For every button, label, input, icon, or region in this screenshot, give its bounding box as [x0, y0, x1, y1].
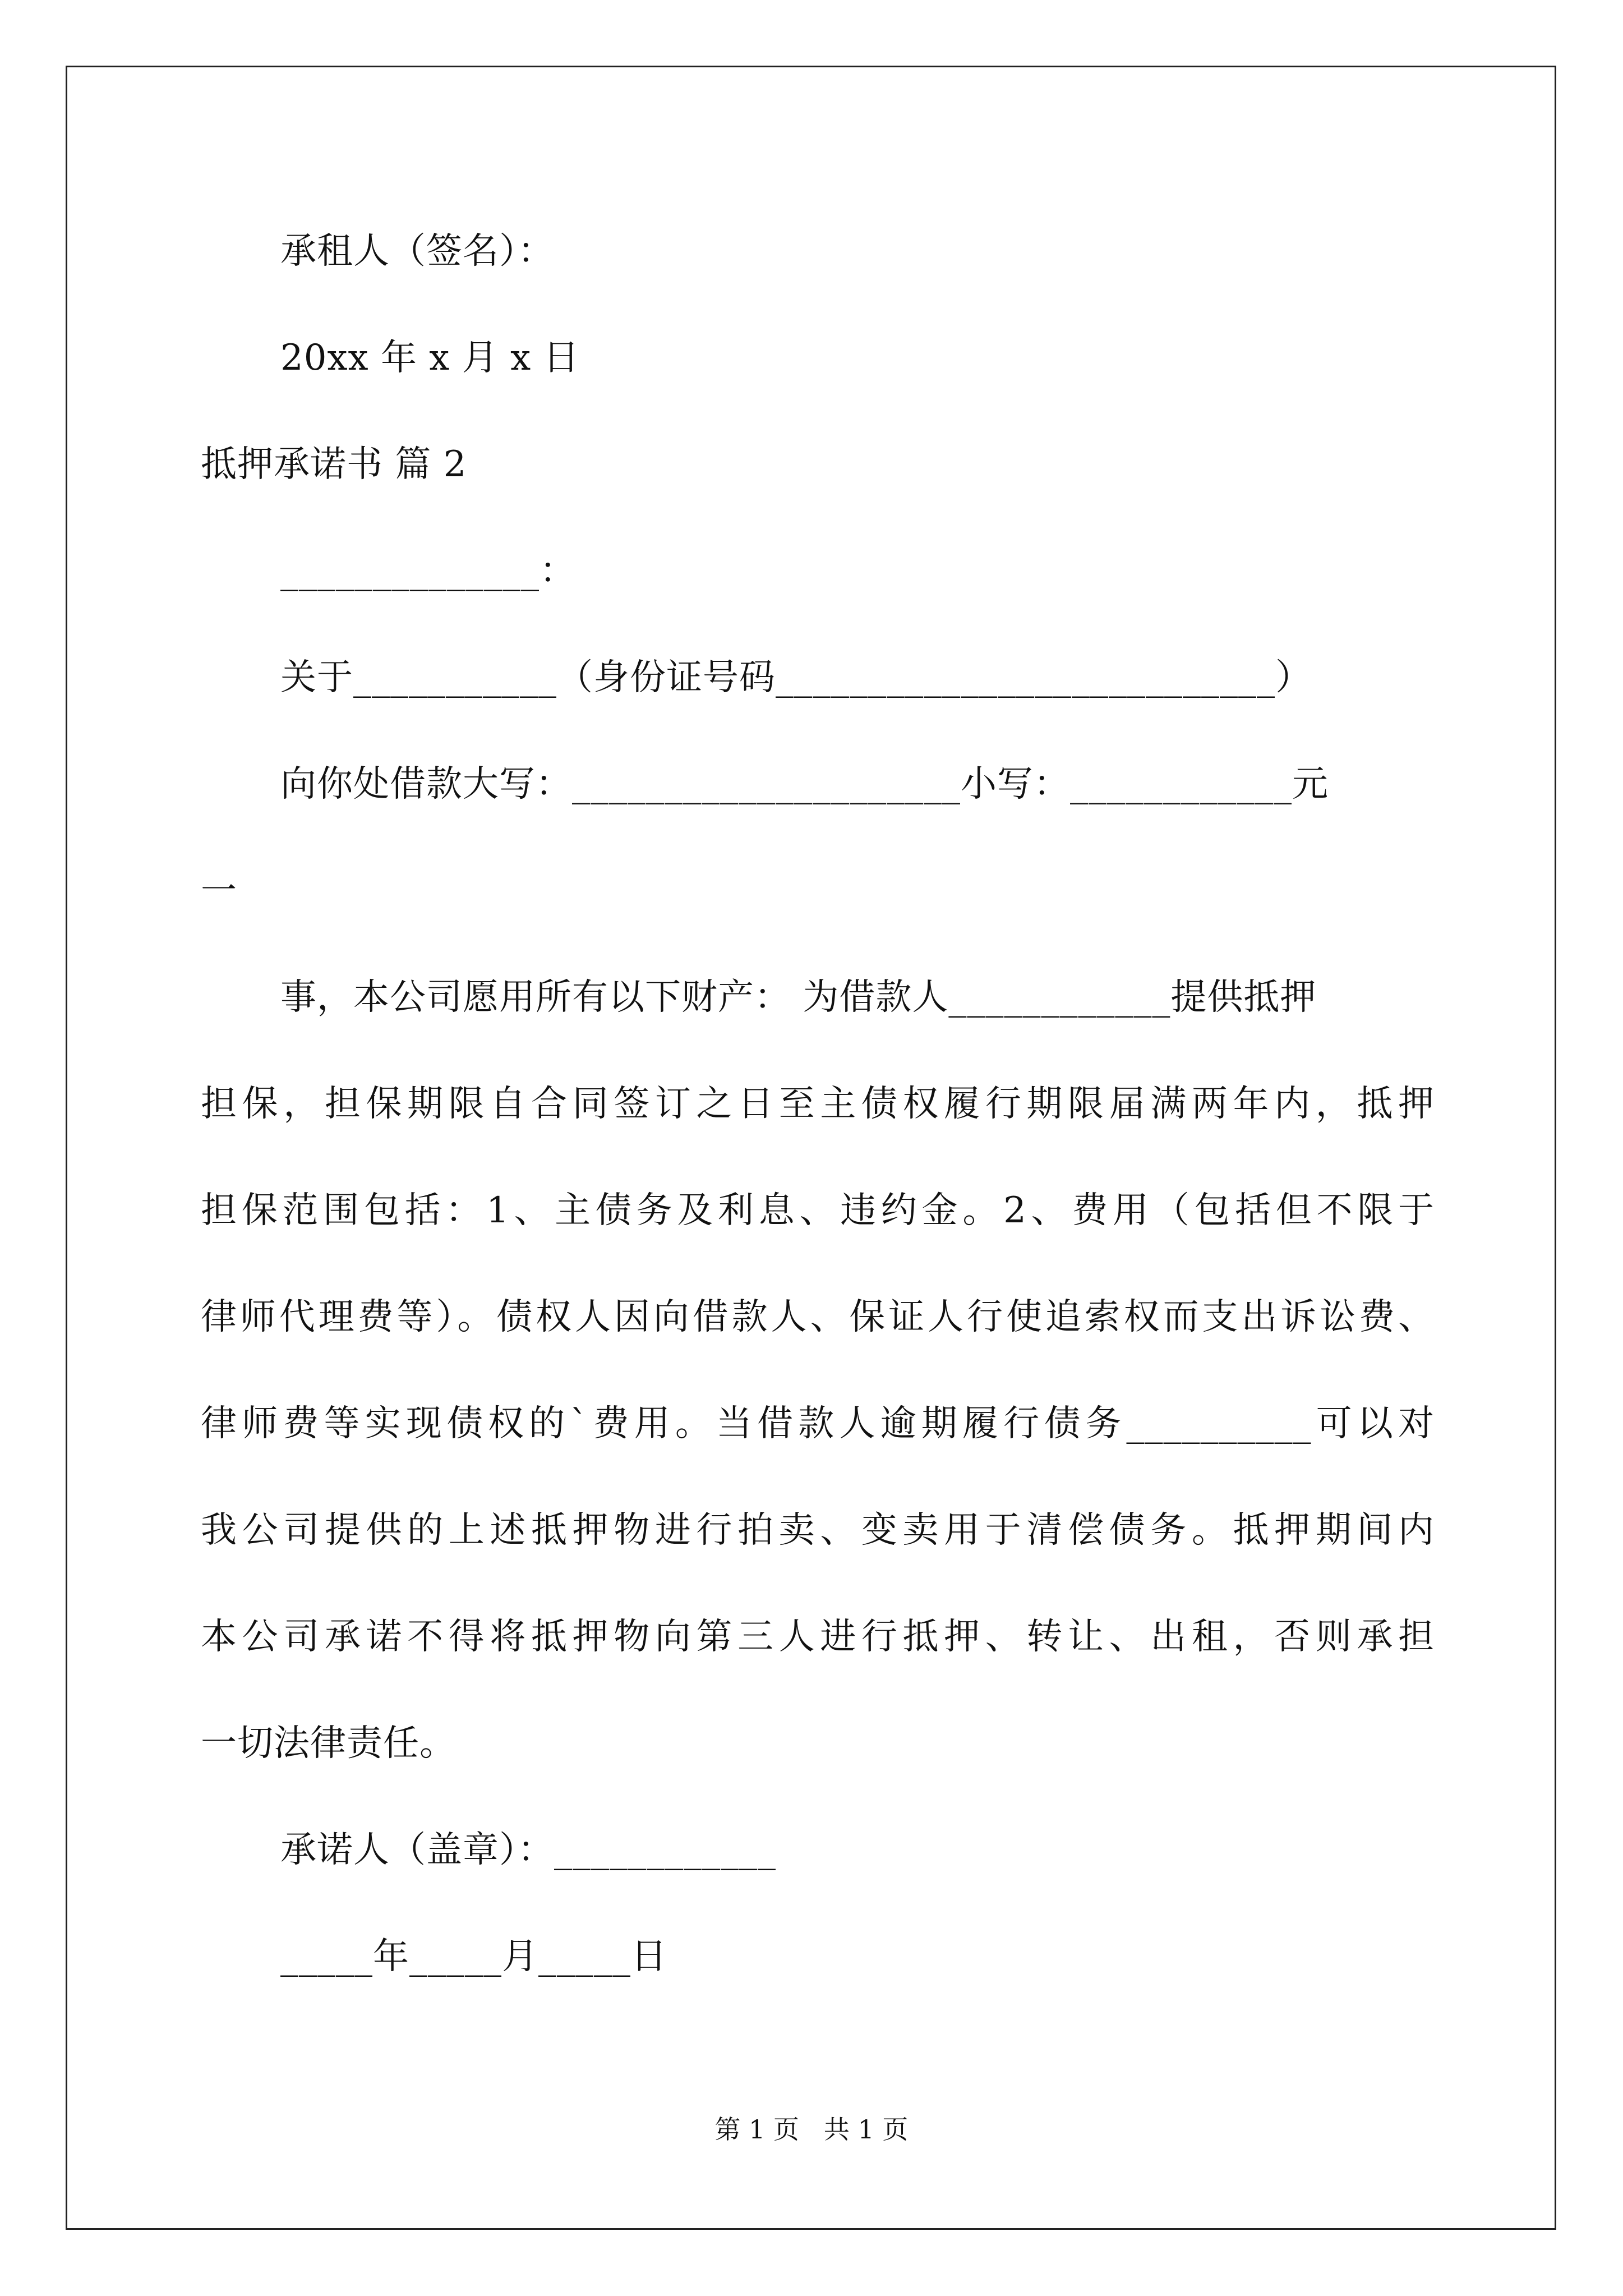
body-paragraph-line: 担保范围包括：1、主债务及利息、违约金。2、费用（包括但不限于 [201, 1190, 1435, 1231]
body-paragraph-line: 律师费等实现债权的`费用。当借款人逾期履行债务__________可以对 [201, 1403, 1435, 1444]
lessee-signature-line: 承租人（签名）： [280, 231, 554, 272]
regarding-line: 关于___________（身份证号码___________________________） [280, 657, 1312, 698]
promisor-seal-line: 承诺人（盖章）：____________ [280, 1829, 776, 1871]
date-line: 20xx 年 x 月 x 日 [280, 337, 580, 379]
body-paragraph-line: 律师代理费等）。债权人因向借款人、保证人行使追索权而支出诉讼费、 [201, 1296, 1435, 1338]
body-paragraph-line: 我公司提供的上述抵押物进行拍卖、变卖用于清偿债务。抵押期间内 [201, 1510, 1435, 1551]
page-border [66, 66, 1556, 2230]
signature-date-line: _____年_____月_____日 [280, 1936, 667, 1977]
body-paragraph-line: 事，本公司愿用所有以下财产： 为借款人____________提供抵押 [280, 977, 1317, 1018]
page-footer: 第 1 页 共 1 页 [714, 2114, 909, 2145]
addressee-line: ______________： [280, 550, 576, 592]
body-paragraph-line: 一切法律责任。 [201, 1723, 456, 1764]
loan-amount-line: 向你处借款大写：_____________________小写：____________元 [280, 763, 1329, 805]
body-paragraph-line: 本公司承诺不得将抵押物向第三人进行抵押、转让、出租，否则承担 [201, 1616, 1435, 1658]
section-title: 抵押承诺书 篇 2 [201, 444, 467, 485]
paragraph-continuation: 一 [201, 870, 237, 912]
body-paragraph-line: 担保，担保期限自合同签订之日至主债权履行期限届满两年内，抵押 [201, 1083, 1435, 1125]
